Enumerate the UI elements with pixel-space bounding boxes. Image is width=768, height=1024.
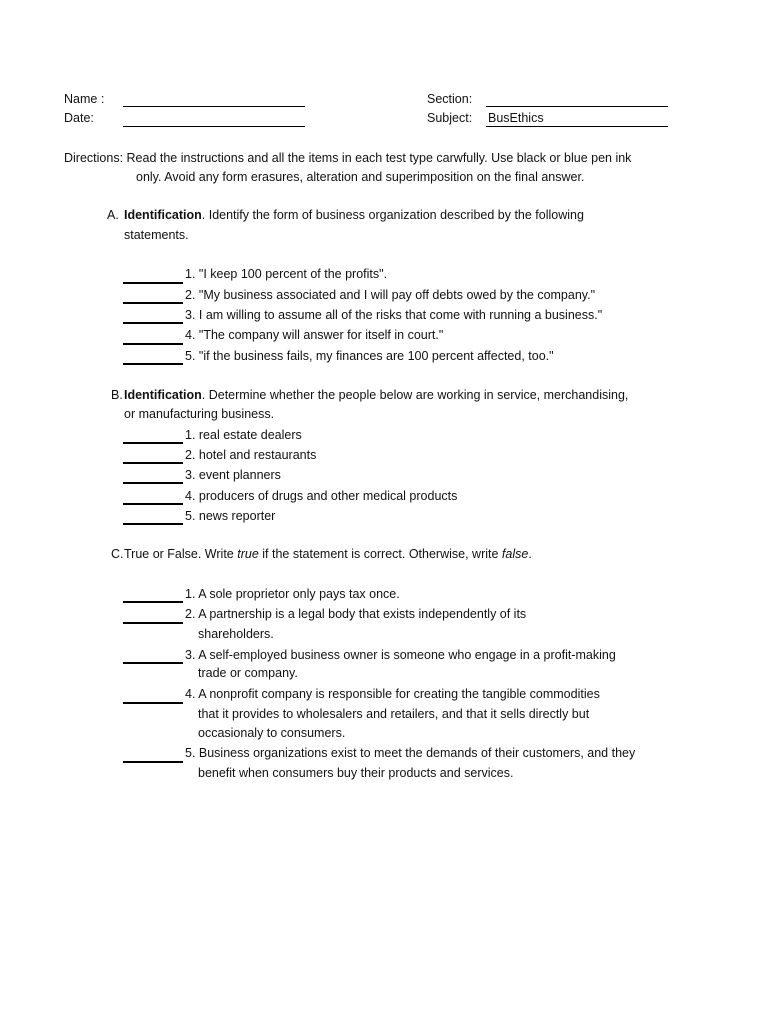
directions-label: Directions: xyxy=(64,151,124,165)
answer-blank-a4[interactable] xyxy=(123,343,183,345)
answer-blank-b4[interactable] xyxy=(123,503,183,505)
question-c2-line1: 2. A partnership is a legal body that exists independently of its xyxy=(185,607,527,621)
section-c-false-word: false xyxy=(501,547,529,561)
question-b2: 2. hotel and restaurants xyxy=(185,448,317,462)
section-a-title: Identification xyxy=(124,208,202,222)
answer-blank-c3[interactable] xyxy=(123,662,183,664)
name-field[interactable] xyxy=(123,106,305,107)
question-a3: 3. I am willing to assume all of the risks that come with running a business." xyxy=(185,308,603,322)
section-b-instr-2: or manufacturing business. xyxy=(124,407,275,421)
section-a-letter: A. xyxy=(107,208,119,222)
question-c3-line2: trade or company. xyxy=(198,666,298,680)
section-b-instr-1: . Determine whether the people below are working in service, merchandising, xyxy=(201,388,629,402)
subject-field[interactable] xyxy=(486,126,668,127)
answer-blank-a5[interactable] xyxy=(123,363,183,365)
date-label: Date: xyxy=(64,111,94,125)
answer-blank-c5[interactable] xyxy=(123,761,183,763)
answer-blank-c1[interactable] xyxy=(123,601,183,603)
section-c-instr-a: True or False. Write xyxy=(124,547,238,561)
section-b-title: Identification xyxy=(124,388,202,402)
question-b1: 1. real estate dealers xyxy=(185,428,302,442)
section-a-instructions xyxy=(124,207,584,223)
section-c-instructions xyxy=(124,546,532,562)
question-c1: 1. A sole proprietor only pays tax once. xyxy=(185,587,400,601)
section-c-letter: C. xyxy=(111,547,124,561)
question-c2-line2: shareholders. xyxy=(198,627,274,641)
directions-text-2: only. Avoid any form erasures, alteration and superimposition on the final answer. xyxy=(136,170,585,184)
question-a4: 4. "The company will answer for itself in court." xyxy=(185,328,444,342)
question-a1: 1. "I keep 100 percent of the profits". xyxy=(185,267,388,281)
answer-blank-a3[interactable] xyxy=(123,322,183,324)
question-a2: 2. "My business associated and I will pay off debts owed by the company." xyxy=(185,288,596,302)
answer-blank-a2[interactable] xyxy=(123,302,183,304)
section-b-instructions xyxy=(124,387,628,403)
question-b4: 4. producers of drugs and other medical products xyxy=(185,489,458,503)
question-c5-line1: 5. Business organizations exist to meet the demands of their customers, and they xyxy=(185,746,636,760)
question-c5-line2: benefit when consumers buy their products and services. xyxy=(198,766,514,780)
section-c-instr-b: if the statement is correct. Otherwise, write xyxy=(258,547,502,561)
question-c3-line1: 3. A self-employed business owner is someone who engage in a profit-making xyxy=(185,648,616,662)
answer-blank-c2[interactable] xyxy=(123,622,183,624)
subject-label: Subject: xyxy=(427,111,473,125)
answer-blank-b3[interactable] xyxy=(123,482,183,484)
answer-blank-a1[interactable] xyxy=(123,282,183,284)
section-c-true-word: true xyxy=(237,547,259,561)
name-label: Name : xyxy=(64,92,105,106)
question-a5: 5. "if the business fails, my finances are 100 percent affected, too." xyxy=(185,349,554,363)
question-b5: 5. news reporter xyxy=(185,509,276,523)
question-c4-line2: that it provides to wholesalers and retailers, and that it sells directly but xyxy=(198,707,590,721)
date-field[interactable] xyxy=(123,126,305,127)
answer-blank-b5[interactable] xyxy=(123,523,183,525)
question-c4-line3: occasionaly to consumers. xyxy=(198,726,346,740)
section-b-letter: B. xyxy=(111,388,123,402)
directions-text-1: Read the instructions and all the items in each test type carwfully. Use black or blue pen ink xyxy=(126,151,632,165)
answer-blank-b2[interactable] xyxy=(123,462,183,464)
section-a-instr-2: statements. xyxy=(124,228,189,242)
section-c-instr-c: . xyxy=(528,547,532,561)
answer-blank-c4[interactable] xyxy=(123,702,183,704)
subject-value: BusEthics xyxy=(488,111,544,125)
directions-line1 xyxy=(64,150,631,166)
section-label: Section: xyxy=(427,92,473,106)
section-field[interactable] xyxy=(486,106,668,107)
section-a-instr-1: . Identify the form of business organization described by the following xyxy=(201,208,584,222)
question-b3: 3. event planners xyxy=(185,468,281,482)
answer-blank-b1[interactable] xyxy=(123,442,183,444)
question-c4-line1: 4. A nonprofit company is responsible for creating the tangible commodities xyxy=(185,687,600,701)
